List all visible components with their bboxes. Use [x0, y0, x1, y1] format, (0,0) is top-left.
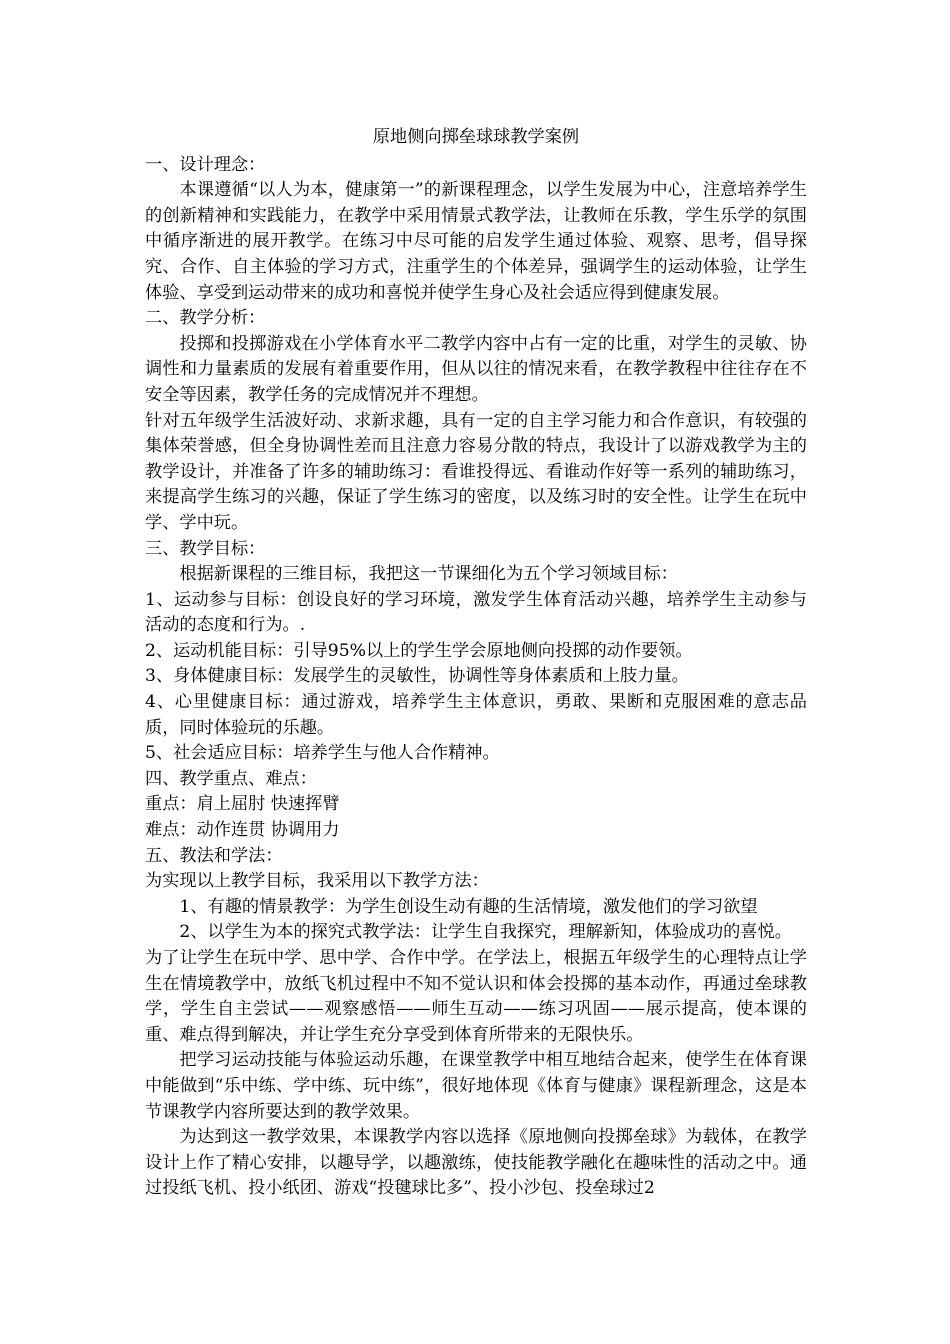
list-item: 1、运动参与目标：创设良好的学习环境，激发学生体育活动兴趣，培养学生主动参与活动的态度和行为。.	[145, 589, 807, 636]
paragraph: 本课遵循“以人为本，健康第一”的新课程理念，以学生发展为中心，注意培养学生的创新精神和实践能力，在教学中采用情景式教学法，让教师在乐教，学生乐学的氛围中循序渐进的展开教学。在练习中尽可能的启发学生通过体验、观察、思考，倡导探究、合作、自主体验的学习方式，注重学生的个体差异，强调学生的运动体验，让学生体验、享受到运动带来的成功和喜悦并使学生身心及社会适应得到健康发展。	[145, 180, 807, 303]
paragraph: 根据新课程的三维目标，我把这一节课细化为五个学习领域目标：	[179, 564, 678, 585]
paragraph: 把学习运动技能与体验运动乐趣，在课堂教学中相互地结合起来，使学生在体育课中能做到“乐中练、学中练、玩中练”，很好地体现《体育与健康》课程新理念，这是本节课教学内容所要达到的教学效果。	[145, 1050, 807, 1122]
paragraph: 为实现以上教学目标，我采用以下教学方法：	[145, 871, 489, 892]
paragraph: 投掷和投掷游戏在小学体育水平二教学内容中占有一定的比重，对学生的灵敏、协调性和力量素质的发展有着重要作用，但从以往的情况来看，在教学教程中往往存在不安全等因素，教学任务的完成情况并不理想。	[145, 333, 807, 405]
paragraph: 为了让学生在玩中学、思中学、合作中学。在学法上，根据五年级学生的心理特点让学生在情境教学中，放纸飞机过程中不知不觉认识和体会投掷的基本动作，再通过垒球教学，学生自主尝试——观察感悟——师生互动——练习巩固——展示提高，使本课的重、难点得到解决，并让学生充分享受到体育所带来的无限快乐。	[145, 948, 807, 1045]
list-item: 3、身体健康目标：发展学生的灵敏性，协调性等身体素质和上肢力量。	[145, 666, 689, 687]
list-item: 1、有趣的情景教学：为学生创设生动有趣的生活情境，激发他们的学习欲望	[179, 896, 758, 917]
section-heading-1: 一、设计理念：	[145, 154, 266, 175]
paragraph: 为达到这一教学效果，本课教学内容以选择《原地侧向投掷垒球》为载体，在教学设计上作了精心安排，以趣导学，以趣激练，使技能教学融化在趣味性的活动之中。通过投纸飞机、投小纸团、游戏“投毽球比多”、投小沙包、投垒球过2	[145, 1127, 807, 1199]
paragraph: 重点：肩上屈肘 快速挥臂	[145, 794, 340, 815]
section-heading-5: 五、教法和学法：	[145, 845, 283, 866]
document-body	[145, 125, 807, 1202]
list-item: 4、心里健康目标：通过游戏，培养学生主体意识，勇敢、果断和克服困难的意志品质，同时体验玩的乐趣。	[145, 692, 807, 738]
list-item: 2、以学生为本的探究式教学法：让学生自我探究，理解新知，体验成功的喜悦。	[179, 922, 792, 943]
paragraph: 针对五年级学生活波好动、求新求趣，具有一定的自主学习能力和合作意识，有较强的集体荣誉感，但全身协调性差而且注意力容易分散的特点，我设计了以游戏教学为主的教学设计，并准备了许多的辅助练习：看谁投得远、看谁动作好等一系列的辅助练习，来提高学生练习的兴趣，保证了学生练习的密度，以及练习时的安全性。让学生在玩中学、学中玩。	[145, 410, 807, 533]
paragraph: 难点：动作连贯 协调用力	[145, 820, 340, 841]
section-heading-3: 三、教学目标：	[145, 538, 266, 559]
list-item: 2、运动机能目标：引导95%以上的学生学会原地侧向投掷的动作要领。	[145, 640, 693, 661]
document-title: 原地侧向掷垒球球教学案例	[372, 127, 580, 147]
section-heading-4: 四、教学重点、难点：	[145, 768, 317, 789]
list-item: 5、社会适应目标：培养学生与他人合作精神。	[145, 743, 500, 764]
section-heading-2: 二、教学分析：	[145, 308, 266, 329]
